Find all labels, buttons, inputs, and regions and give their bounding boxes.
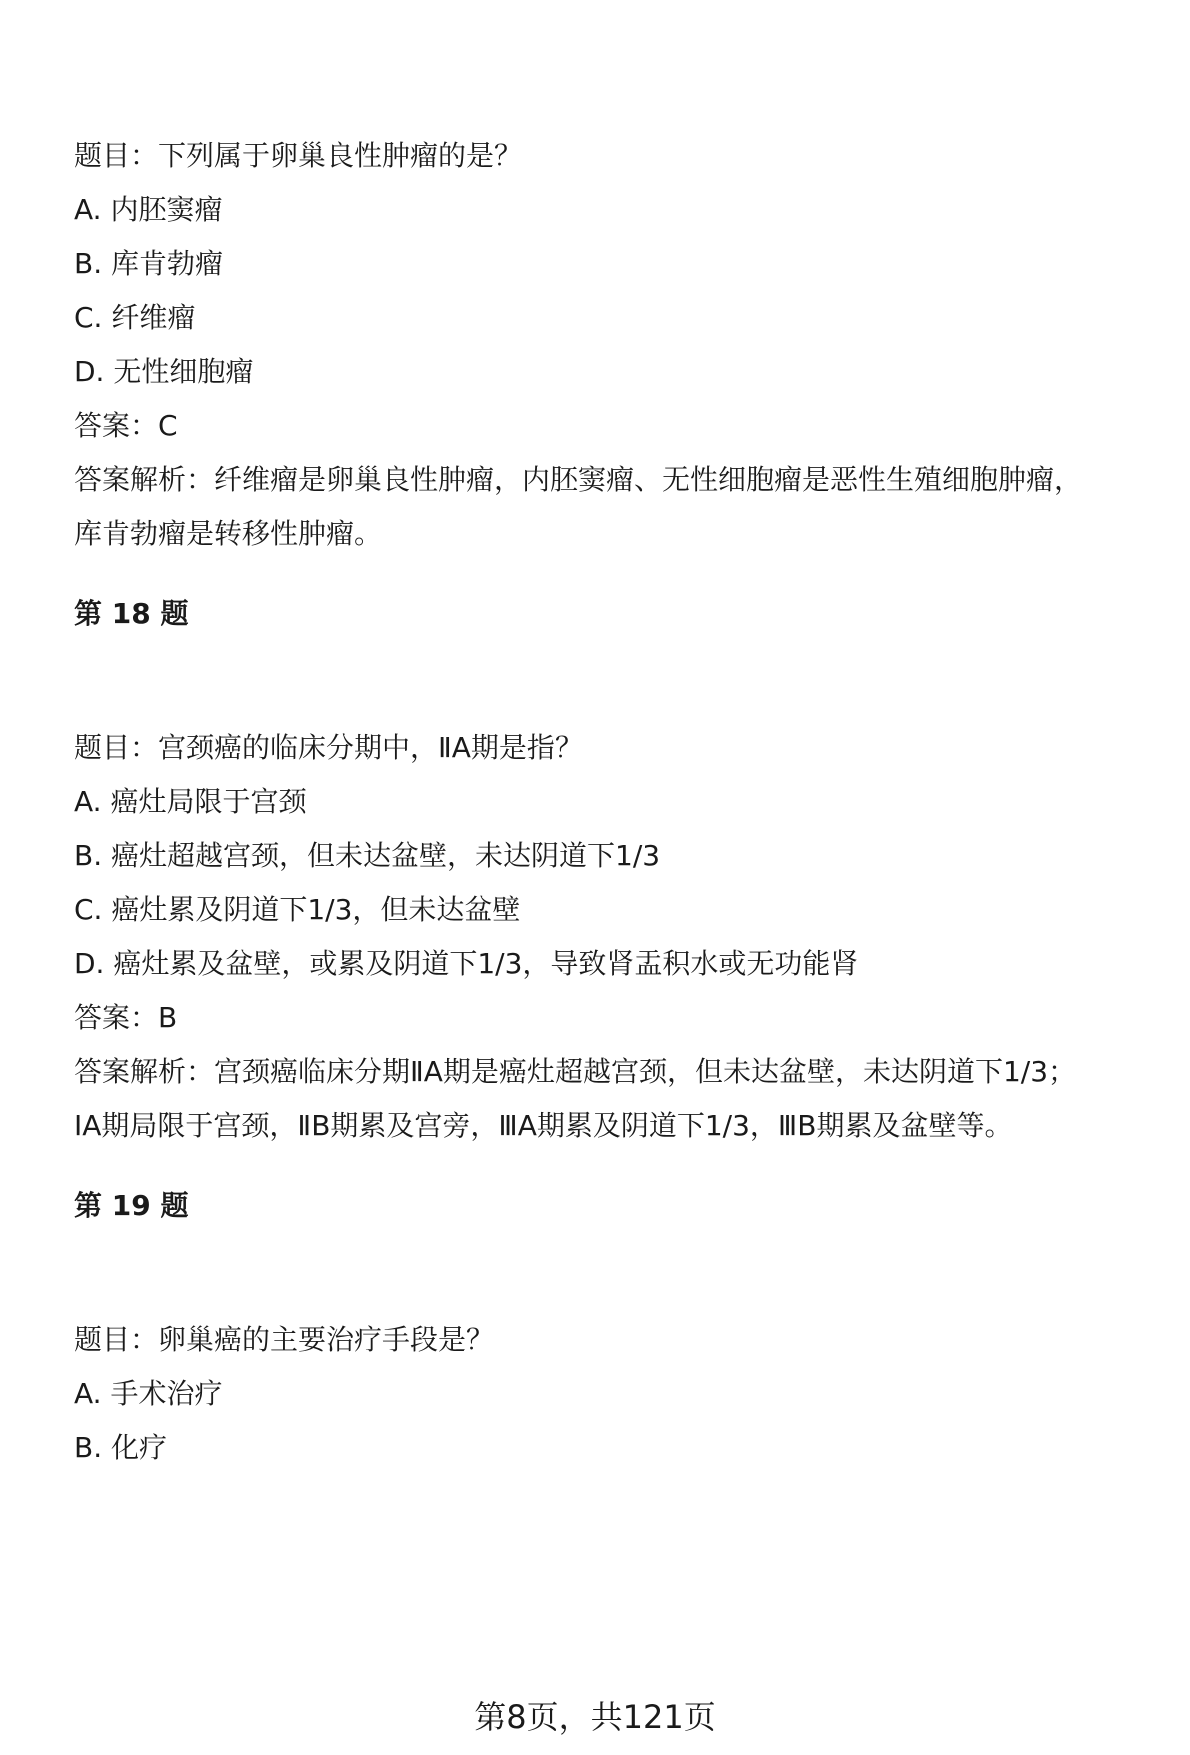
option-d: D. 无性细胞瘤: [74, 355, 254, 388]
option-b: B. 库肯勃瘤: [74, 247, 224, 280]
question-text: 题目：卵巢癌的主要治疗手段是？: [74, 1323, 495, 1356]
answer-text: 答案：B: [74, 1001, 178, 1034]
option-c: C. 癌灶累及阴道下1/3，但未达盆壁: [74, 893, 521, 926]
analysis-line-1: 答案解析：纤维瘤是卵巢良性肿瘤，内胚窦瘤、无性细胞瘤是恶性生殖细胞肿瘤，: [74, 463, 1083, 496]
page-number: 第8页，共121页: [474, 1698, 716, 1736]
question-text: 题目：下列属于卵巢良性肿瘤的是？: [74, 139, 523, 172]
question-heading: 第 19 题: [74, 1189, 189, 1222]
option-a: A. 内胚窦瘤: [74, 193, 223, 226]
analysis-line-2: 库肯勃瘤是转移性肿瘤。: [74, 517, 383, 550]
option-b: B. 化疗: [74, 1431, 168, 1464]
answer-text: 答案：C: [74, 409, 178, 442]
option-b: B. 癌灶超越宫颈，但未达盆壁，未达阴道下1/3: [74, 839, 661, 872]
option-d: D. 癌灶累及盆壁，或累及阴道下1/3，导致肾盂积水或无功能肾: [74, 947, 859, 980]
question-heading: 第 18 题: [74, 597, 189, 630]
option-c: C. 纤维瘤: [74, 301, 196, 334]
question-text: 题目：宫颈癌的临床分期中，ⅡA期是指？: [74, 731, 583, 764]
option-a: A. 手术治疗: [74, 1377, 223, 1410]
option-a: A. 癌灶局限于宫颈: [74, 785, 307, 818]
analysis-line-1: 答案解析：宫颈癌临床分期ⅡA期是癌灶超越宫颈，但未达盆壁，未达阴道下1/3；: [74, 1055, 1077, 1088]
analysis-line-2: ⅠA期局限于宫颈，ⅡB期累及宫旁，ⅢA期累及阴道下1/3，ⅢB期累及盆壁等。: [74, 1109, 1013, 1142]
